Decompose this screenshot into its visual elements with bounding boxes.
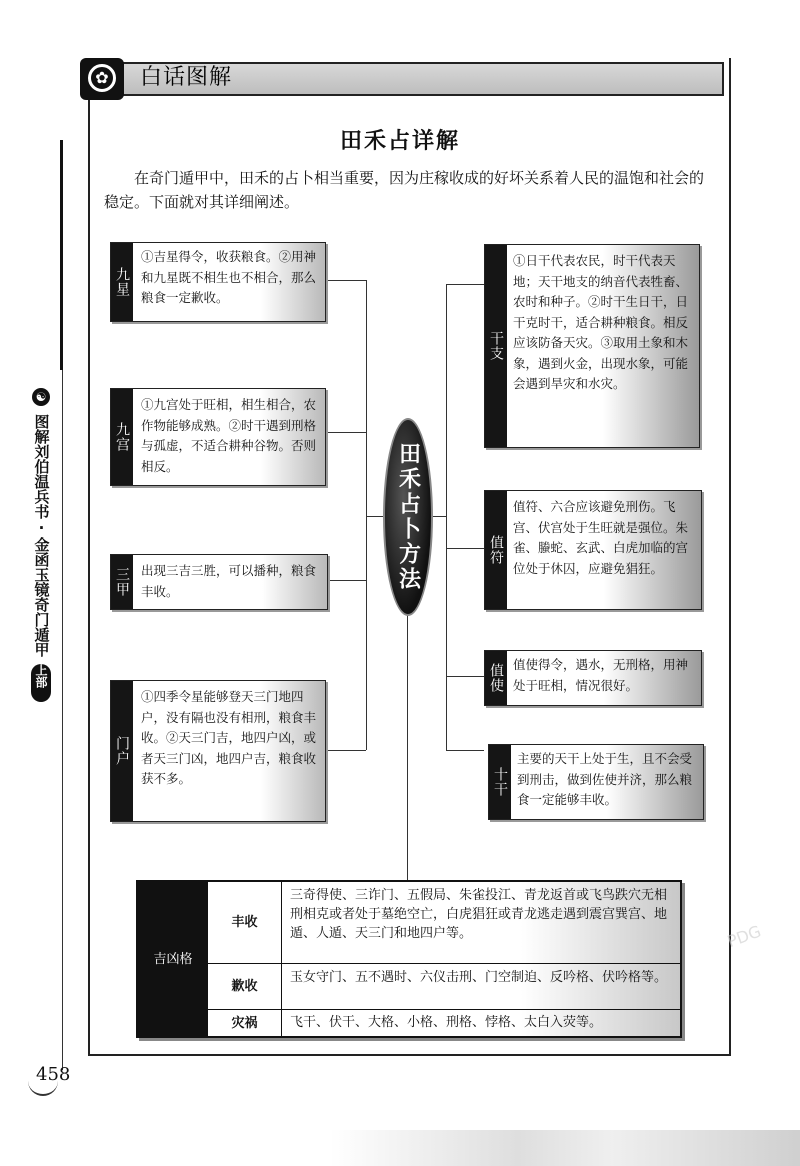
connector — [366, 516, 384, 517]
connector — [446, 284, 484, 285]
table-row-label: 丰收 — [208, 882, 282, 964]
box-text: ①九宫处于旺相，相生相合，农作物能够成熟。②时干遇到刑格与孤虚，不适合耕种谷物。否则相反。 — [141, 397, 317, 474]
table-row-text: 三奇得使、三诈门、五假局、朱雀投江、青龙返首或飞鸟跌穴无相刑相克或者处于墓绝空亡，白虎猖狂或青龙逃走遇到震宫巽宫、地遁、人遁、天三门和地四户等。 — [282, 882, 680, 964]
box-tab: 门户 — [111, 681, 133, 821]
section-header-title: 白话图解 — [140, 65, 233, 90]
box-zhifu — [484, 490, 702, 610]
watermark-text: PDG — [724, 921, 764, 952]
box-jiuxing — [110, 242, 326, 322]
side-book-title — [28, 414, 54, 702]
box-tab: 值符 — [485, 491, 507, 609]
box-text: 值符、六合应该避免刑伤。飞宫、伏宫处于生旺就是强位。朱雀、螣蛇、玄武、白虎加临的宫位处于休囚，应避免猖狂。 — [513, 499, 689, 576]
swirl-logo-icon: ✿ — [88, 64, 116, 92]
connector — [326, 750, 366, 751]
scan-artifact-band — [330, 1130, 800, 1166]
box-tab: 干支 — [485, 245, 507, 447]
box-text: 值使得令，遇水，无刑格，用神处于旺相，情况很好。 — [513, 657, 689, 693]
page-title: 田禾占详解 — [339, 129, 460, 154]
connector — [326, 280, 366, 281]
box-tab: 十干 — [489, 745, 511, 819]
margin-rule — [60, 140, 63, 370]
part-label: 上部 — [34, 664, 48, 688]
side-book-title-text: 图解刘伯温兵书·金函玉镜奇门遁甲 — [32, 414, 51, 657]
box-sanjia — [110, 554, 328, 610]
box-ganzhi — [484, 244, 700, 448]
box-text: ①吉星得令，收获粮食。②用神和九星既不相生也不相合，那么粮食一定歉收。 — [141, 249, 317, 305]
box-tab: 九宫 — [111, 389, 133, 485]
box-text: ①四季令星能够登天三门地四户，没有隔也没有相刑，粮食丰收。②天三门吉，地四户凶，或者天三门凶，地四户吉，粮食收获不多。 — [141, 689, 317, 786]
box-tab: 值使 — [485, 651, 507, 705]
connector — [407, 614, 408, 882]
table-row-text: 飞干、伏干、大格、小格、刑格、悖格、太白入荧等。 — [282, 1010, 680, 1036]
margin-rule-thin — [62, 370, 63, 1070]
box-tab: 九星 — [111, 243, 133, 321]
table-row-label: 灾祸 — [208, 1010, 282, 1036]
page-number: 458 — [36, 1064, 71, 1085]
center-method-oval: 田禾占卜方法 — [383, 418, 433, 616]
part-badge — [31, 664, 51, 702]
table-group-label: 吉凶格 — [138, 882, 208, 1036]
fortune-table — [136, 880, 682, 1038]
box-text: 主要的天干上处于生，且不会受到刑击，做到佐使并济，那么粮食一定能够丰收。 — [517, 751, 693, 807]
table-row-text: 玉女守门、五不遇时、六仪击刑、门空制迫、反吟格、伏吟格等。 — [282, 964, 680, 1010]
connector — [328, 580, 366, 581]
yin-yang-icon: ☯ — [32, 388, 50, 406]
connector — [326, 432, 366, 433]
intro-paragraph: 在奇门遁甲中，田禾的占卜相当重要，因为庄稼收成的好坏关系着人民的温饱和社会的稳定。下面就对其详细阐述。 — [104, 169, 705, 211]
connector — [432, 516, 446, 517]
connector — [446, 548, 484, 549]
page-swirl-ornament — [28, 1080, 58, 1096]
box-jiugong — [110, 388, 326, 486]
connector — [446, 676, 484, 677]
box-tab: 三甲 — [111, 555, 133, 609]
connector — [366, 280, 367, 750]
box-menhu — [110, 680, 326, 822]
connector — [446, 750, 484, 751]
box-zhishi — [484, 650, 702, 706]
connector — [446, 284, 447, 750]
table-row-label: 歉收 — [208, 964, 282, 1010]
box-text: ①日干代表农民，时干代表天地；天干地支的纳音代表牲畜、农时和种子。②时干生日干，日干克时干，适合耕种粮食。相反应该防备天灾。③取用土象和木象，遇到火金，出现水象，可能会遇到旱灾和水灾。 — [513, 253, 689, 391]
box-text: 出现三吉三胜，可以播种，粮食丰收。 — [141, 563, 317, 599]
